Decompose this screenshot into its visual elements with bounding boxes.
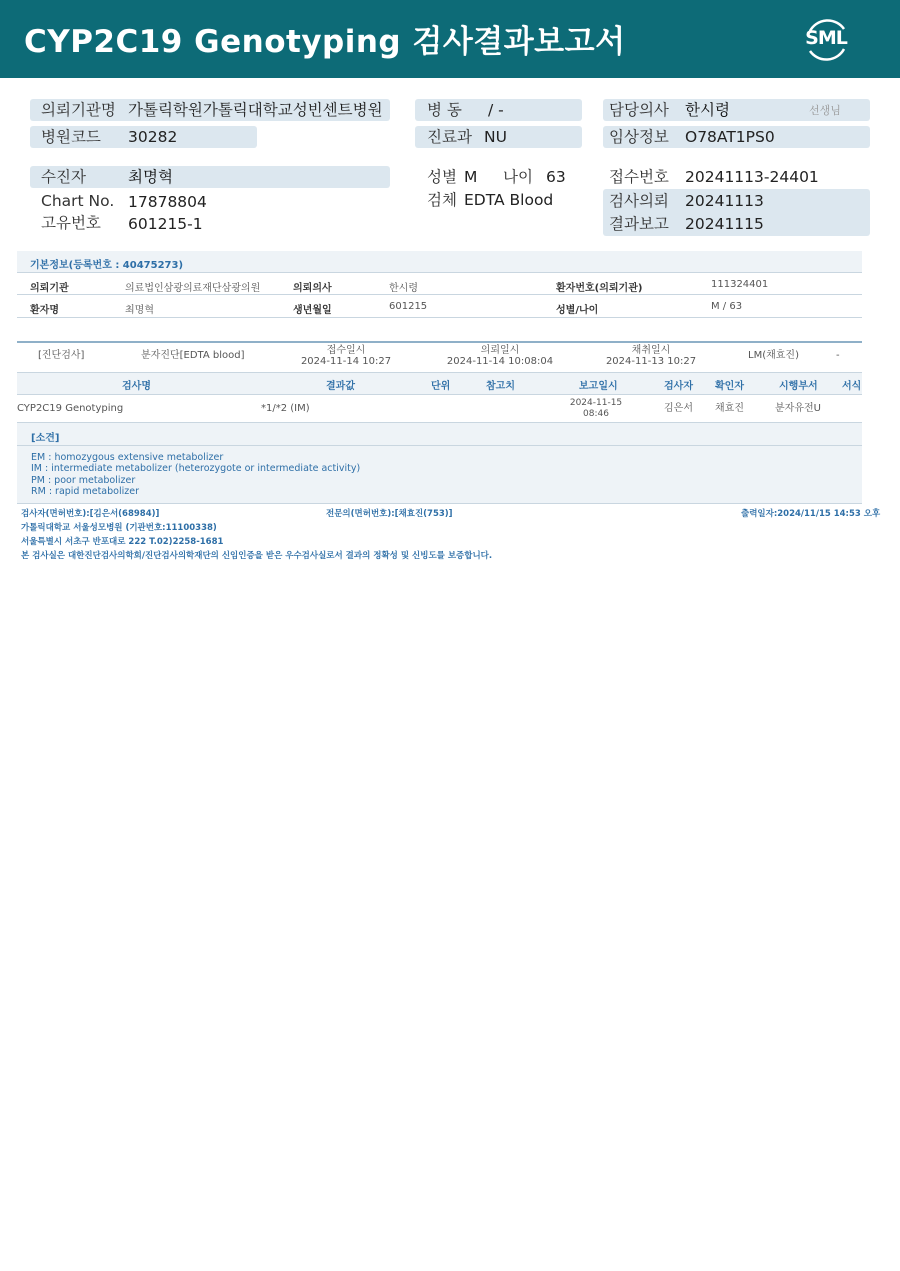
finding-line: RM : rapid metabolizer xyxy=(31,486,139,497)
specimen-label: 검체 xyxy=(427,191,457,209)
request-label: 검사의뢰 xyxy=(609,192,669,210)
col-form: 서식 xyxy=(842,381,862,392)
col-tester: 검사자 xyxy=(664,381,693,392)
sex-label: 성별 xyxy=(427,168,457,186)
clinical-value: O78AT1PS0 xyxy=(685,128,775,146)
findings-heading: [소견] xyxy=(31,433,60,444)
divider xyxy=(17,317,862,318)
sex-value: M xyxy=(464,168,478,186)
col-confirmer: 확인자 xyxy=(715,381,744,392)
divider xyxy=(17,445,862,446)
test-category: [진단검사] xyxy=(38,350,85,361)
divider xyxy=(17,341,862,343)
institution-label: 의뢰기관명 xyxy=(41,101,116,119)
report-label: 결과보고 xyxy=(609,215,669,233)
hospital-code-value: 30282 xyxy=(128,128,178,146)
dob-label: 생년월일 xyxy=(293,305,332,316)
col-reference: 참고치 xyxy=(486,381,515,392)
footer-specialist: 전문의(면허번호):[채효진(753)] xyxy=(326,509,453,519)
patient-id-label: 환자번호(의뢰기관) xyxy=(556,283,643,294)
request-value: 20241113 xyxy=(685,192,764,210)
age-value: 63 xyxy=(546,168,566,186)
receipt-title: 접수일시 xyxy=(326,345,366,356)
doctor-suffix: 선생님 xyxy=(809,104,841,117)
logo-text: SML xyxy=(805,27,847,49)
report-value: 20241115 xyxy=(685,215,764,233)
col-unit: 단위 xyxy=(431,381,451,392)
inst-label: 의뢰기관 xyxy=(30,283,69,294)
examinee-value: 최명혁 xyxy=(128,168,173,186)
divider xyxy=(17,372,862,373)
receipt-datetime: 2024-11-14 10:27 xyxy=(300,356,392,367)
specimen-value: EDTA Blood xyxy=(464,191,554,209)
ward-value: / - xyxy=(488,101,504,119)
finding-line: IM : intermediate metabolizer (heterozygote or intermediate activity) xyxy=(31,463,361,474)
doctor-label: 담당의사 xyxy=(609,101,669,119)
row-tester: 김은서 xyxy=(664,403,693,414)
basic-info-heading: 기본정보(등록번호 : 40475273) xyxy=(30,260,184,271)
unique-label: 고유번호 xyxy=(41,214,101,232)
finding-line: PM : poor metabolizer xyxy=(31,475,136,486)
collector-dash: - xyxy=(836,350,840,361)
hospital-code-label: 병원코드 xyxy=(41,128,101,146)
footer-print-date: 출력일자:2024/11/15 14:53 오후 xyxy=(741,509,881,519)
receipt-label: 접수번호 xyxy=(609,168,669,186)
clinical-label: 임상정보 xyxy=(609,128,669,146)
test-dept: 분자진단[EDTA blood] xyxy=(141,350,245,361)
divider xyxy=(17,272,862,273)
doctor-value: 한시령 xyxy=(685,101,730,119)
sexage-value: M / 63 xyxy=(711,301,743,312)
report-header xyxy=(0,0,900,78)
row-test-name: CYP2C19 Genotyping xyxy=(17,403,124,414)
institution-value: 가톨릭학원가톨릭대학교성빈센트병원 xyxy=(128,101,383,119)
footer-certification: 본 검사실은 대한진단검사의학회/진단검사의학재단의 신임인증을 받은 우수검사실로서 결과의 정확성 및 신빙도를 보증합니다. xyxy=(21,551,493,561)
sml-logo xyxy=(800,13,852,65)
name-value: 최명혁 xyxy=(125,305,154,316)
receipt-value: 20241113-24401 xyxy=(685,168,819,186)
age-label: 나이 xyxy=(503,168,533,186)
col-department: 시행부서 xyxy=(779,381,818,392)
unique-value: 601215-1 xyxy=(128,215,203,233)
divider xyxy=(17,503,862,504)
examinee-label: 수진자 xyxy=(41,168,86,186)
footer-institution: 가톨릭대학교 서울성모병원 (기관번호:11100338) xyxy=(21,523,217,533)
department-label: 진료과 xyxy=(427,128,472,146)
row-result: *1/*2 (IM) xyxy=(261,403,310,414)
footer-address: 서울특별시 서초구 반포대로 222 T.02)2258-1681 xyxy=(21,537,224,547)
finding-line: EM : homozygous extensive metabolizer xyxy=(31,452,224,463)
ward-label: 병 동 xyxy=(427,101,462,119)
sexage-label: 성별/나이 xyxy=(556,305,599,316)
col-test-name: 검사명 xyxy=(122,381,151,392)
footer-tester: 검사자(면허번호):[김은서(68984)] xyxy=(21,509,160,519)
req-doc-value: 한시령 xyxy=(389,283,418,294)
chart-label: Chart No. xyxy=(41,192,115,210)
row-report-date: 2024-11-15 xyxy=(569,398,623,408)
collect-datetime: 2024-11-13 10:27 xyxy=(605,356,697,367)
department-value: NU xyxy=(484,128,507,146)
patient-id-value: 111324401 xyxy=(711,279,769,290)
name-label: 환자명 xyxy=(30,305,59,316)
row-confirmer: 채효진 xyxy=(715,403,744,414)
col-result: 결과값 xyxy=(326,381,355,392)
report-title: CYP2C19 Genotyping 검사결과보고서 xyxy=(24,24,626,60)
row-department: 분자유전U xyxy=(775,403,821,414)
request-datetime: 2024-11-14 10:08:04 xyxy=(446,356,554,367)
request-title: 의뢰일시 xyxy=(480,345,520,356)
req-doc-label: 의뢰의사 xyxy=(293,283,332,294)
col-report-date: 보고일시 xyxy=(579,381,618,392)
collector: LM(채효진) xyxy=(748,350,799,361)
divider xyxy=(17,294,862,295)
collect-title: 채취일시 xyxy=(631,345,671,356)
row-report-time: 08:46 xyxy=(583,409,609,419)
chart-value: 17878804 xyxy=(128,193,207,211)
inst-value: 의료법인삼광의료재단삼광의원 xyxy=(125,283,261,294)
dob-value: 601215 xyxy=(389,301,428,312)
divider xyxy=(17,394,862,395)
